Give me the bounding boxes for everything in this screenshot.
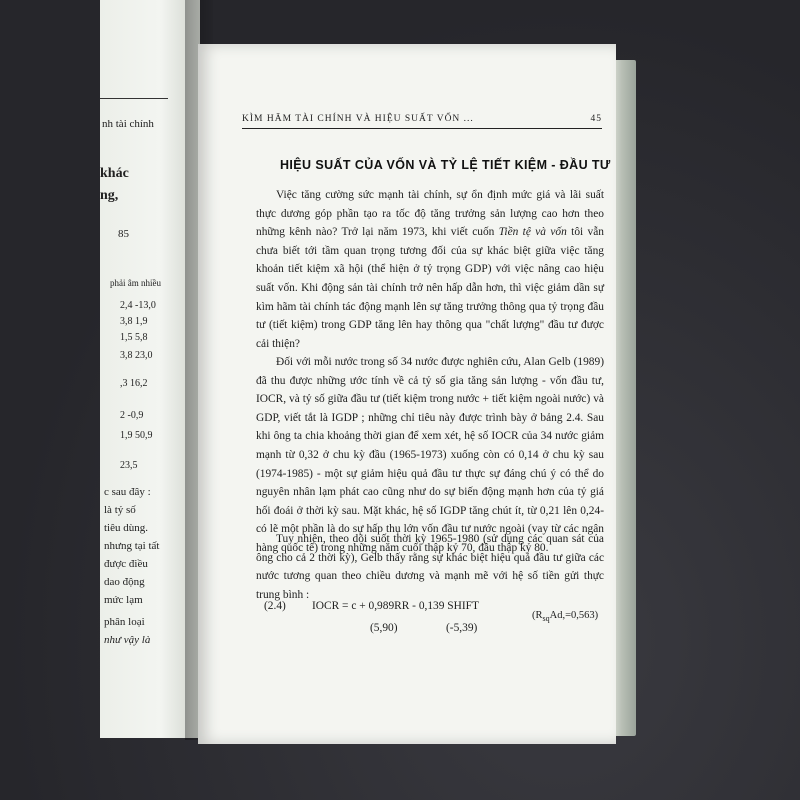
left-line: nh tài chính: [102, 118, 154, 130]
left-line: 1,9 50,9: [120, 430, 153, 441]
running-head-rule: [242, 128, 602, 129]
left-line: là tỷ số: [104, 504, 136, 516]
formula-label: (2.4): [264, 600, 286, 612]
r-squared-suffix: Ad,=0,563): [549, 610, 599, 621]
left-line: khác: [100, 166, 129, 181]
left-line: 2 -0,9: [120, 410, 144, 421]
running-head-title: KÌM HÃM TÀI CHÍNH VÀ HIỆU SUẤT VỐN ...: [242, 114, 474, 124]
left-line: như vậy là: [104, 634, 151, 646]
running-head: [242, 114, 602, 124]
paragraph-1: [256, 186, 604, 353]
left-line: mức lạm: [104, 594, 143, 606]
left-line: 85: [118, 228, 129, 240]
left-line: c sau đây :: [104, 486, 151, 498]
formula-r-squared: [532, 610, 598, 623]
left-line: 2,4 -13,0: [120, 300, 156, 311]
left-line: được điều: [104, 558, 148, 570]
left-line: dao động: [104, 576, 145, 588]
left-line: ng,: [100, 188, 119, 203]
formula-equation: IOCR = c + 0,989RR - 0,139 SHIFT: [312, 600, 479, 612]
page-number: 45: [590, 114, 602, 124]
paragraph-3: Tuy nhiên, theo dõi suốt thời kỳ 1965-1980 (sử dụng các quan sát của ông cho cả 2 thời kỳ), Gelb thấy rằng sự khác biệt hiệu quả đầu tư giữa các nước tương quan theo chiều dương và mạnh mẽ với hệ số tiền gửi thực trung bình :: [256, 533, 604, 601]
t-stat-2: (-5,39): [446, 622, 478, 634]
r-squared-sub: sq: [542, 614, 550, 624]
section-title: HIỆU SUẤT CỦA VỐN VÀ TỶ LỆ TIẾT KIỆM - ĐẦU TƯ: [280, 158, 611, 172]
t-stat-1: (5,90): [370, 622, 398, 634]
paragraph-1-text-b: tôi vẫn chưa biết tới tầm quan trọng tương đối của sự khác biệt giữa việc tăng khoản tiết kiệm xã hội (thể hiện ở tỷ trọng GDP) với việc nâng cao hiệu suất vốn. Khi động sản tài chính trở nên hấp dẫn hơn, thì việc giảm dần sự kìm hãm tài chính tác động mạnh lên sự tăng trưởng thông qua tỷ trọng đầu tư (tiết kiệm) trong GDP tăng lên hay thông qua "chất lượng" đầu tư được cải thiện?: [256, 226, 604, 350]
left-line: tiêu dùng.: [104, 522, 148, 534]
left-page-rule: [100, 98, 168, 99]
right-page: [198, 44, 616, 744]
left-line: 23,5: [120, 460, 138, 471]
left-line: phải âm nhiều: [110, 278, 161, 288]
left-line: phân loại: [104, 616, 145, 628]
left-line: nhưng tại tất: [104, 540, 160, 552]
left-line: 3,8 1,9: [120, 316, 148, 327]
left-line: ,3 16,2: [120, 378, 148, 389]
paragraph-2: Đối với mỗi nước trong số 34 nước được nghiên cứu, Alan Gelb (1989) đã thu được những ước tính về cả tỷ số gia tăng sản lượng - vốn đầu tư, IOCR, và tỷ số giữa đầu tư (tiết kiệm trong nước + tiết kiệm ngoài nước) và GDP, viết tắt là IGDP ; những chỉ tiêu này được trình bày ở bảng 2.4. Sau khi ông ta chia khoảng thời gian để xem xét, hệ số IOCR của 34 nước giảm mạnh từ 0,32 ở chu kỳ đầu (1965-1973) xuống còn có 0,14 ở chu kỳ sau (1974-1985) - một sự giảm hiệu quả đầu tư thực sự đáng chú ý có thể do nguyên nhân lạm phát cao cũng như do sự biến động mạnh hơn của tỷ giá hối đoái ở thời kỳ sau. Mặt khác, hệ số IGDP tăng chút ít, từ 0,21 lên 0,24- có lẽ một phần là do sự hấp thụ lớn vốn đầu tư nước ngoài (vay từ các ngân hàng quốc tế) trong những năm cuối thập kỷ 70, đầu thập kỷ 80.: [256, 356, 604, 554]
left-line: 1,5 5,8: [120, 332, 148, 343]
left-line: 3,8 23,0: [120, 350, 153, 361]
r-squared-prefix: (R: [532, 610, 543, 621]
paragraph-1-book-title: Tiền tệ và vốn: [498, 226, 567, 239]
paragraph-1-text-a: Việc tăng cường sức mạnh tài chính, sự ổn định mức giá và lãi suất thực dương góp phần tạo ra tốc độ tăng trưởng sản lượng cao hơn theo những kênh nào? Trở lại năm 1973, khi viết cuốn: [256, 189, 604, 239]
